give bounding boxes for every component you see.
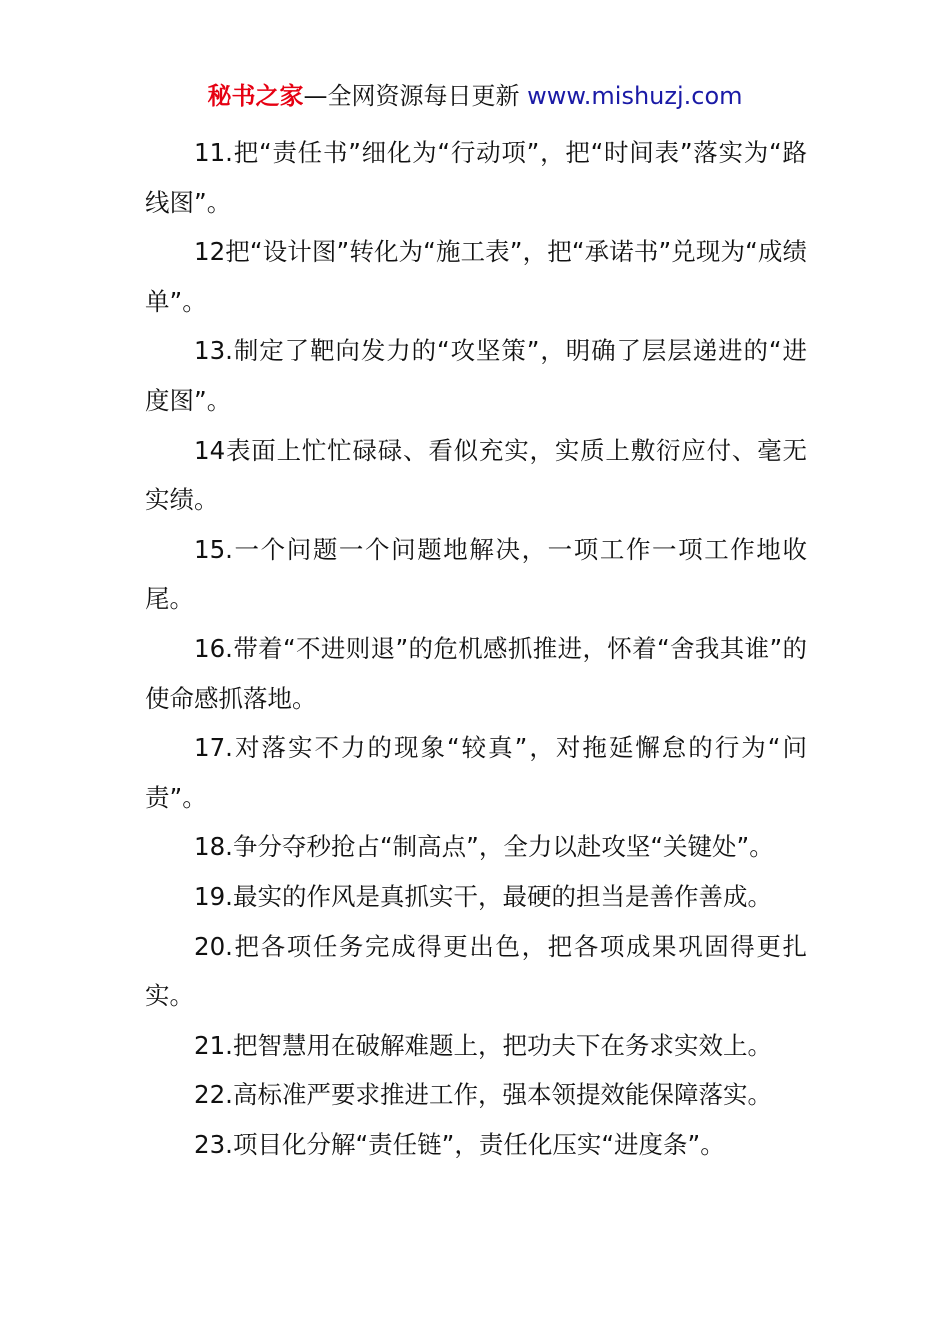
page-header bbox=[0, 80, 950, 112]
paragraph-15: 15.一个问题一个问题地解决，一项工作一项工作地收尾。 bbox=[145, 534, 807, 614]
paragraph-12: 12把“设计图”转化为“施工表”，把“承诺书”兑现为“成绩单”。 bbox=[145, 237, 807, 316]
paragraph-13: 13.制定了靶向发力的“攻坚策”，明确了层层递进的“进度图”。 bbox=[145, 336, 807, 415]
paragraph-20: 20.把各项任务完成得更出色，把各项成果巩固得更扎实。 bbox=[145, 931, 807, 1011]
paragraph-17: 17.对落实不力的现象“较真”，对拖延懈怠的行为“问责”。 bbox=[145, 733, 807, 812]
paragraph-14: 14表面上忙忙碌碌、看似充实，实质上敷衍应付、毫无实绩。 bbox=[145, 435, 807, 515]
brand-name: 秘书之家 bbox=[207, 82, 304, 110]
paragraph-19: 19.最实的作风是真抓实干，最硬的担当是善作善成。 bbox=[194, 881, 772, 911]
paragraph-21: 21.把智慧用在破解难题上，把功夫下在务求实效上。 bbox=[194, 1030, 772, 1060]
paragraph-22: 22.高标准严要求推进工作，强本领提效能保障落实。 bbox=[194, 1080, 772, 1110]
paragraph-11: 11.把“责任书”细化为“行动项”，把“时间表”落实为“路线图”。 bbox=[145, 138, 807, 217]
paragraph-23: 23.项目化分解“责任链”，责任化压实“进度条”。 bbox=[194, 1129, 725, 1159]
site-url[interactable]: www.mishuzj.com bbox=[527, 82, 743, 110]
paragraph-16: 16.带着“不进则退”的危机感抓推进，怀着“舍我其谁”的使命感抓落地。 bbox=[145, 633, 807, 713]
document-body bbox=[145, 128, 807, 1169]
header-tagline: —全网资源每日更新 bbox=[303, 82, 528, 110]
paragraph-18: 18.争分夺秒抢占“制高点”，全力以赴攻坚“关键处”。 bbox=[194, 832, 774, 862]
